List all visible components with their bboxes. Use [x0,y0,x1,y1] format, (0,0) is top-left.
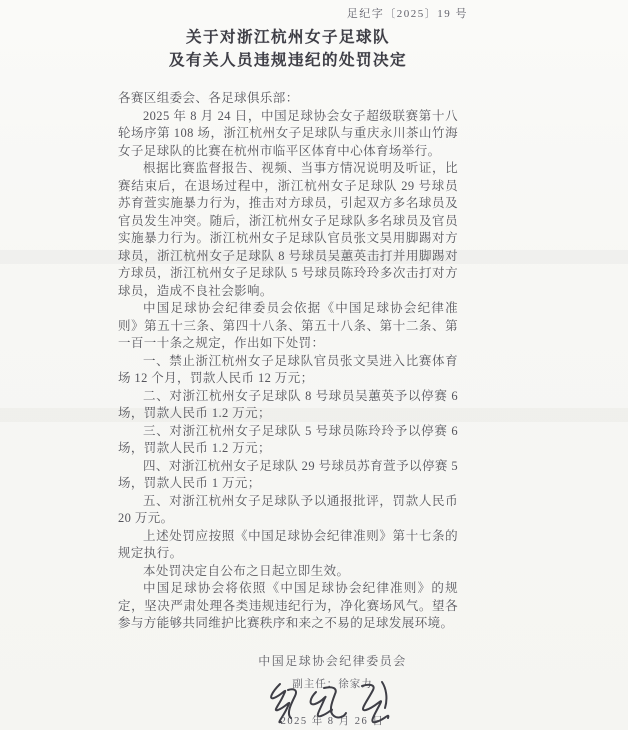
document-title [118,26,458,72]
signature-signer: 副主任：徐家力 [292,679,373,690]
body-paragraph: 中国足球协会纪律委员会依据《中国足球协会纪律准则》第五十三条、第四十八条、第五十八条、第十二条、第一百一十条之规定，作出如下处罚： [118,301,458,350]
doc-number: 足纪字〔2025〕19 号 [346,8,468,20]
salutation: 各赛区组委会、各足球俱乐部： [118,91,299,105]
penalty-item: 五、对浙江杭州女子足球队予以通报批评，罚款人民币 20 万元。 [118,493,458,525]
closing-paragraph: 中国足球协会将依照《中国足球协会纪律准则》的规定，坚决严肃处理各类违规违纪行为，净化赛场风气。望各参与方能够共同维护比赛秩序和来之不易的足球发展环境。 [118,581,458,630]
signature-date: 2025 年 8 月 26 日 [280,716,385,727]
body-paragraph: 2025 年 8 月 24 日，中国足球协会女子超级联赛第十八轮场序第 108 场，浙江杭州女子足球队与重庆永川茶山竹海女子足球队的比赛在杭州市临平区体育中心体育场举行。 [118,108,458,158]
document-title-line1: 关于对浙江杭州女子足球队 [185,29,390,46]
closing-paragraph: 本处罚决定自公布之日起立即生效。 [143,563,350,578]
body-paragraph: 根据比赛监督报告、视频、当事方情况说明及听证，比赛结束后，在退场过程中，浙江杭州女子足球队 29 号球员苏育萱实施暴力行为，推击对方球员，引起双方多名球员及官员发生冲突。随后，浙江杭州女子足球队多名球员及官员实施暴力行为。浙江杭州女子足球队官员张文昊用脚踢对方球员，浙江杭州女子足球队 8 号球员吴蕙英击打并用脚踢对方球员，浙江杭州女子足球队 5 号球员陈玲玲多次击打对方球员，造成不良社会影响。 [118,161,458,298]
penalty-item: 三、对浙江杭州女子足球队 5 号球员陈玲玲予以停赛 6 场，罚款人民币 1.2 万元； [118,423,458,455]
signature-org: 中国足球协会纪律委员会 [258,654,407,668]
document-title-line2: 及有关人员违规违纪的处罚决定 [168,52,407,69]
signature-block [240,652,425,728]
penalty-item: 一、禁止浙江杭州女子足球队官员张文昊进入比赛体育场 12 个月，罚款人民币 12 万元； [118,353,458,385]
document-content [118,26,458,633]
penalty-item: 四、对浙江杭州女子足球队 29 号球员苏育萱予以停赛 5 场，罚款人民币 1 万元； [118,458,458,490]
closing-paragraph: 上述处罚应按照《中国足球协会纪律准则》第十七条的规定执行。 [118,528,458,560]
penalty-item: 二、对浙江杭州女子足球队 8 号球员吴蕙英予以停赛 6 场，罚款人民币 1.2 万元； [118,388,458,420]
